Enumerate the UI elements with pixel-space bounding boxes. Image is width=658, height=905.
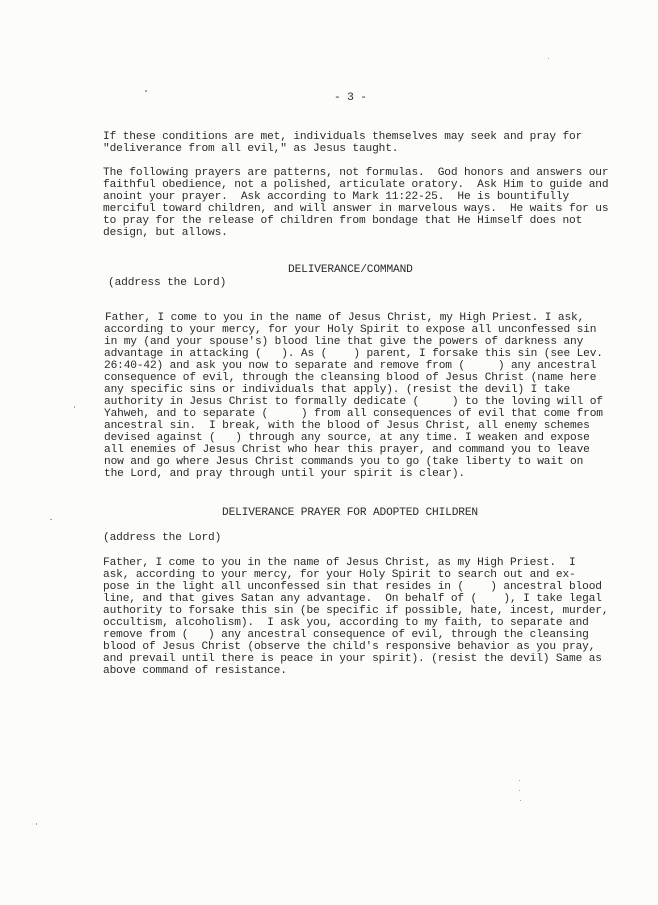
scan-speck bbox=[519, 780, 520, 781]
scan-speck bbox=[50, 519, 52, 520]
scan-speck bbox=[519, 790, 520, 791]
text-line: Father, I come to you in the name of Jesus Christ, my High Priest. I ask, bbox=[105, 312, 585, 324]
scan-speck bbox=[36, 823, 37, 825]
text-line: any specific sins or individuals that apply). (resist the devil) I take bbox=[104, 384, 571, 396]
text-line: to pray for the release of children from bondage that He Himself does not bbox=[103, 215, 583, 227]
text-line: The following prayers are patterns, not formulas. God honors and answers our bbox=[103, 167, 609, 179]
text-line: blood of Jesus Christ (observe the child's responsive behavior as you pray, bbox=[103, 641, 596, 653]
text-line: ancestral sin. I break, with the blood of Jesus Christ, all enemy schemes bbox=[104, 420, 590, 432]
text-line: all enemies of Jesus Christ who hear this prayer, and command you to leave bbox=[104, 444, 590, 456]
text-line: "deliverance from all evil," as Jesus taught. bbox=[103, 143, 399, 155]
section-heading-adopted-children: DELIVERANCE PRAYER FOR ADOPTED CHILDREN bbox=[222, 507, 478, 519]
section-heading-deliverance-command: DELIVERANCE/COMMAND bbox=[288, 264, 413, 276]
text-line: the Lord, and pray through until your spirit is clear). bbox=[104, 468, 465, 480]
text-line: 26:40-42) and ask you now to separate and remove from ( ) any ancestral bbox=[104, 360, 597, 372]
text-line: ask, according to your mercy, for your Holy Spirit to search out and ex- bbox=[103, 569, 576, 581]
text-line: authority to forsake this sin (be specific if possible, hate, incest, murder, bbox=[103, 605, 609, 617]
text-line: Yahweh, and to separate ( ) from all consequences of evil that come from bbox=[104, 408, 603, 420]
text-line: remove from ( ) any ancestral consequence of evil, through the cleansing bbox=[103, 629, 589, 641]
text-line: in my (and your spouse's) blood line that give the powers of darkness any bbox=[104, 336, 584, 348]
text-line: If these conditions are met, individuals themselves may seek and pray for bbox=[103, 131, 583, 143]
scan-speck bbox=[548, 58, 549, 59]
address-the-lord-note: (address the Lord) bbox=[108, 277, 227, 289]
text-line: Father, I come to you in the name of Jesus Christ, as my High Priest. I bbox=[103, 557, 576, 569]
scan-speck bbox=[520, 800, 521, 801]
page-number: - 3 - bbox=[334, 92, 367, 104]
text-line: pose in the light all unconfessed sin that resides in ( ) ancestral blood bbox=[103, 581, 602, 593]
text-line: according to your mercy, for your Holy Spirit to expose all unconfessed sin bbox=[104, 324, 597, 336]
text-line: consequence of evil, through the cleansing blood of Jesus Christ (name here bbox=[104, 372, 597, 384]
scan-speck bbox=[74, 406, 75, 408]
text-line: merciful toward children, and will answer in marvelous ways. He waits for us bbox=[103, 203, 609, 215]
text-line: occultism, alcoholism). I ask you, according to my faith, to separate and bbox=[103, 617, 589, 629]
scan-speck bbox=[145, 90, 147, 92]
text-line: advantage in attacking ( ). As ( ) parent, I forsake this sin (see Lev. bbox=[104, 348, 603, 360]
text-line: and prevail until there is peace in your spirit). (resist the devil) Same as bbox=[103, 653, 602, 665]
text-line: faithful obedience, not a polished, articulate oratory. Ask Him to guide and bbox=[103, 179, 609, 191]
text-line: line, and that gives Satan any advantage. On behalf of ( ), I take legal bbox=[103, 593, 602, 605]
text-line: authority in Jesus Christ to formally dedicate ( ) to the loving will of bbox=[104, 396, 603, 408]
text-line: above command of resistance. bbox=[103, 665, 287, 677]
text-line: devised against ( ) through any source, at any time. I weaken and expose bbox=[104, 432, 590, 444]
text-line: anoint your prayer. Ask according to Mark 11:22-25. He is bountifully bbox=[103, 191, 570, 203]
address-the-lord-note: (address the Lord) bbox=[103, 532, 222, 544]
text-line: now and go where Jesus Christ commands you to go (take liberty to wait on bbox=[104, 456, 584, 468]
text-line: design, but allows. bbox=[103, 227, 228, 239]
